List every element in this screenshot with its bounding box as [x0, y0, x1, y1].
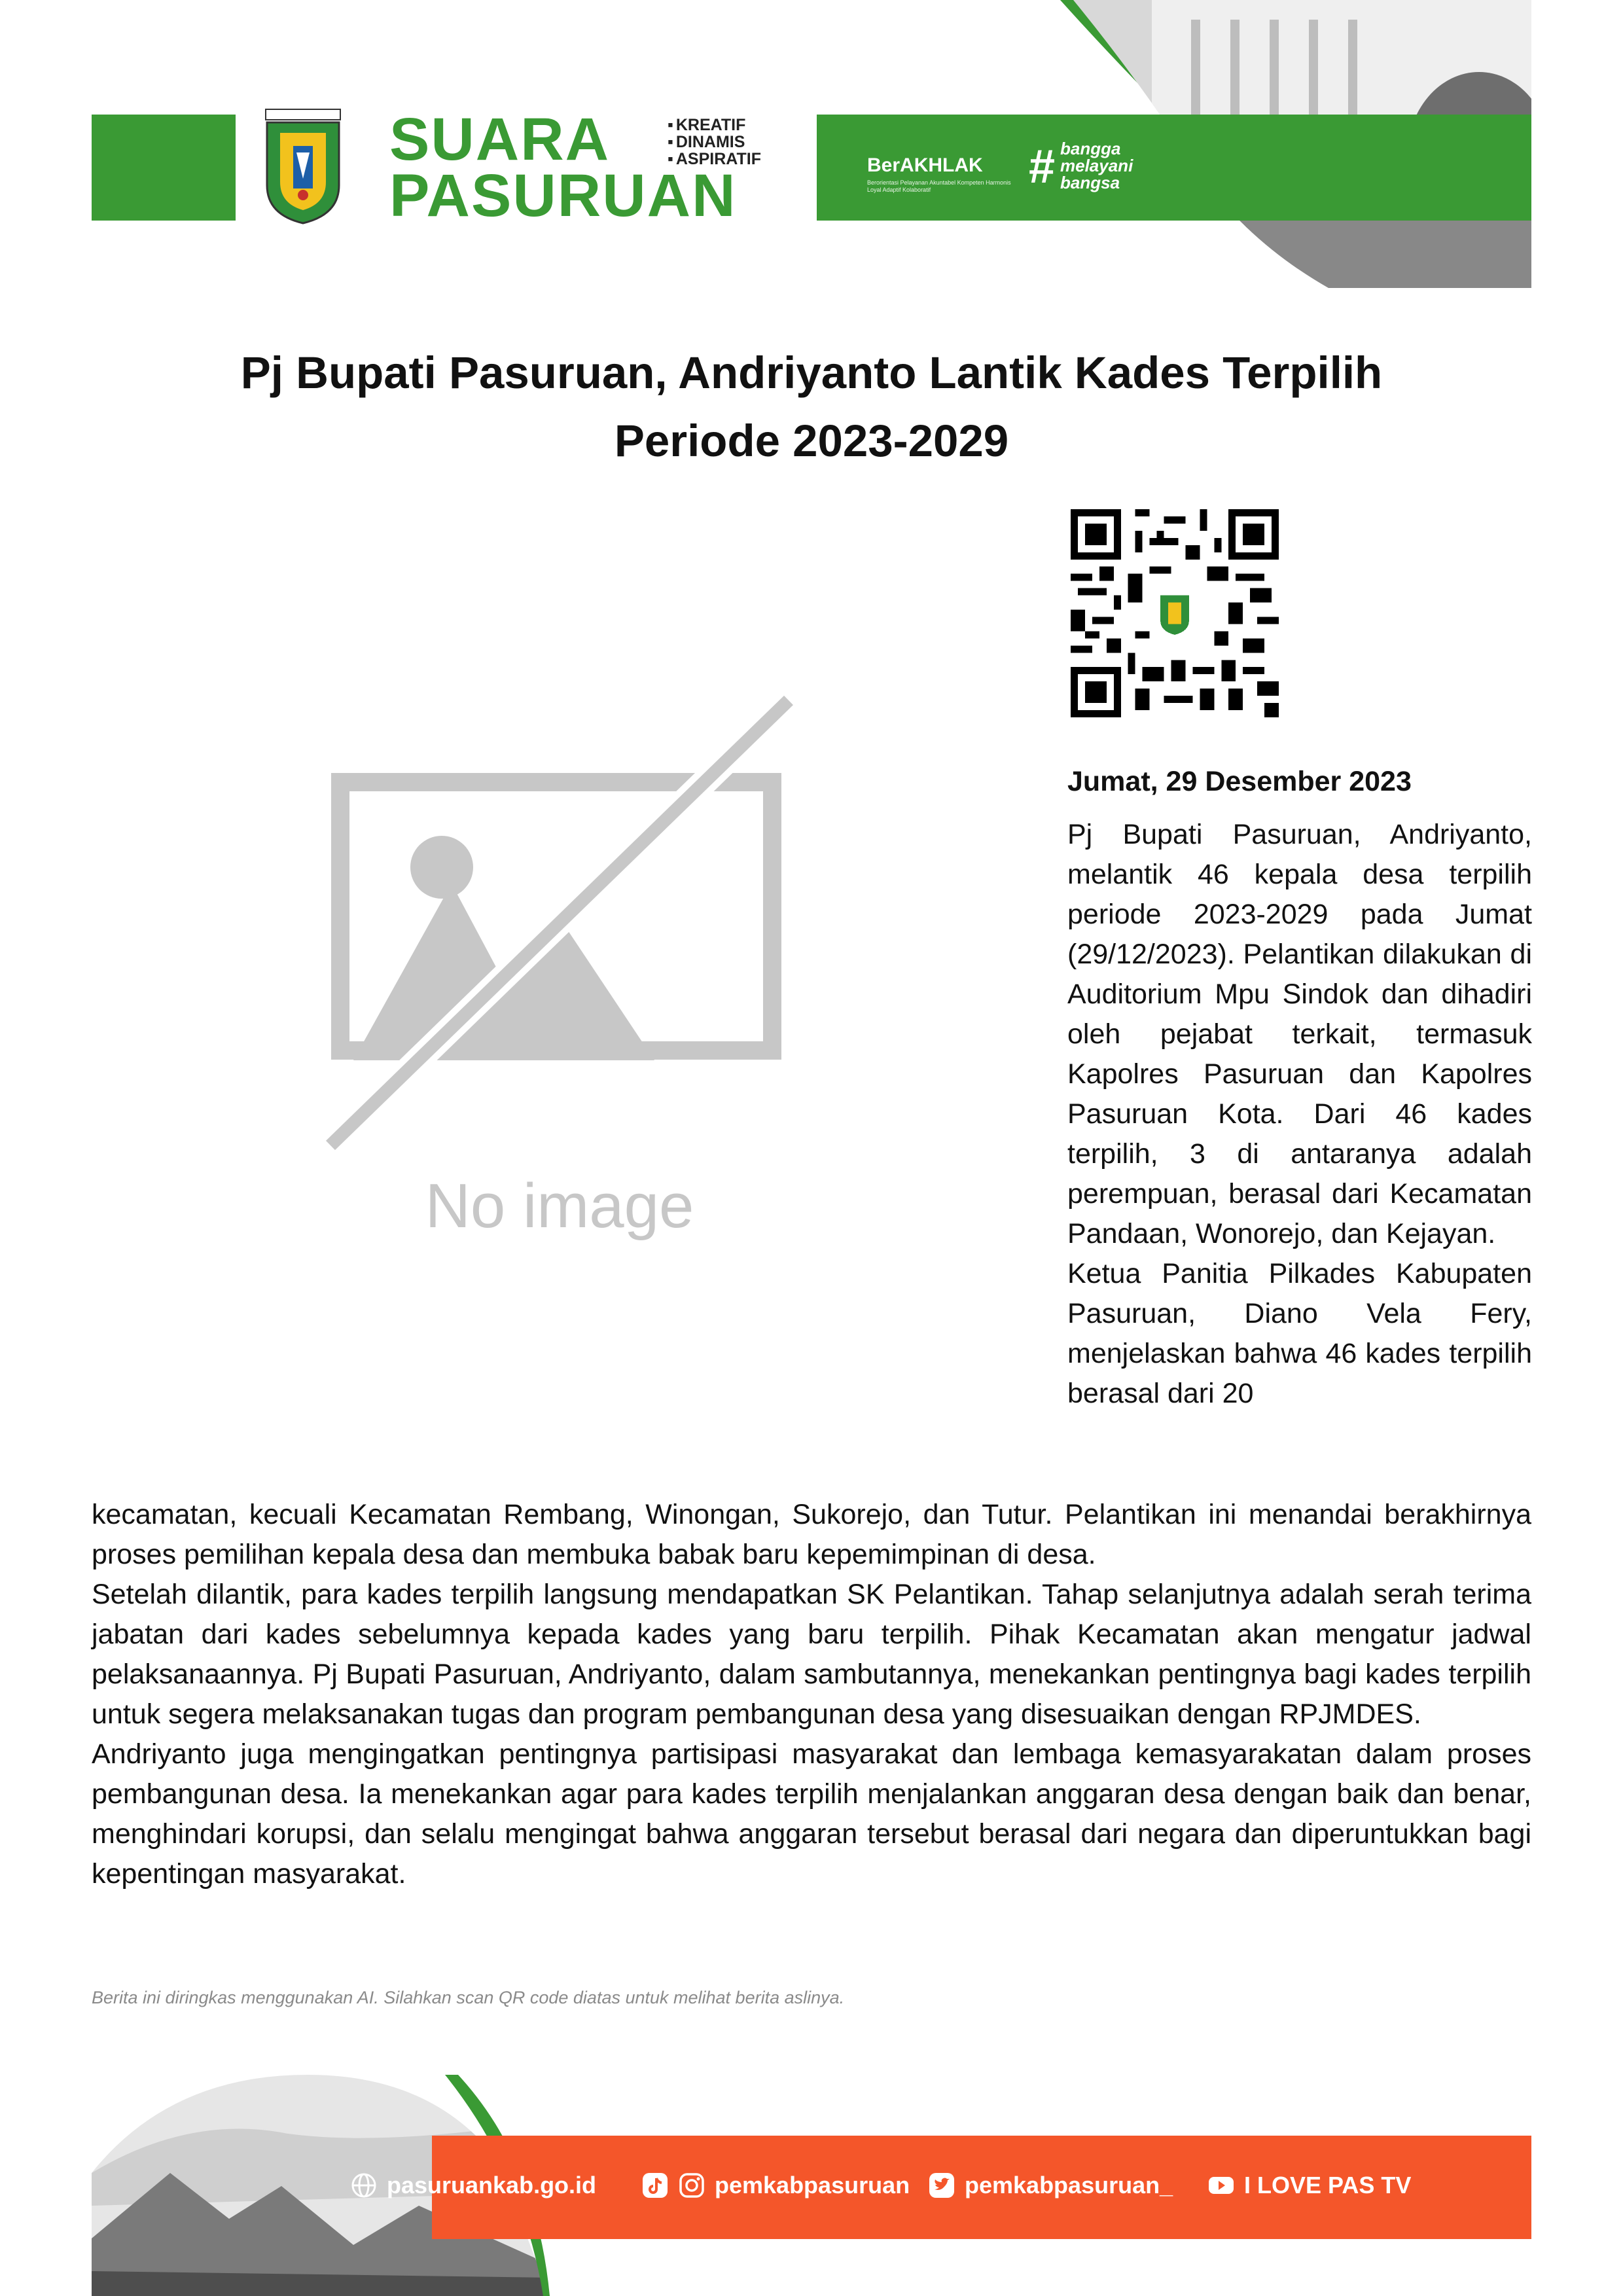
footer-tiktok-instagram-link[interactable] — [641, 2172, 910, 2199]
footer-youtube-link[interactable] — [1207, 2172, 1411, 2199]
brand-line-1: SUARA — [389, 106, 611, 173]
header-green-bar-left — [92, 115, 236, 221]
bangga-line: melayani — [1060, 156, 1133, 175]
article-body-column — [1067, 815, 1532, 1414]
twitter-icon — [928, 2172, 955, 2199]
berakhlak-logo: BerAKHLAK — [867, 154, 983, 176]
article-paragraph: Ketua Panitia Pilkades Kabupaten Pasuruan, Diano Vela Fery, menjelaskan bahwa 46 kades terpilih berasal dari 20 — [1067, 1258, 1532, 1409]
bangga-line: bangsa — [1060, 173, 1120, 192]
brand-line-2: PASURUAN — [389, 162, 737, 229]
tagline-item: ▪ KREATIF — [668, 117, 761, 134]
hashtag-icon: # — [1029, 141, 1056, 193]
youtube-icon — [1207, 2172, 1235, 2199]
footer-twitter-link[interactable] — [928, 2172, 1173, 2199]
footer-youtube-label: I LOVE PAS TV — [1244, 2172, 1412, 2198]
tagline-item: ▪ ASPIRATIF — [668, 151, 761, 168]
no-image-label: No image — [425, 1171, 694, 1241]
ai-summary-note: Berita ini diringkas menggunakan AI. Silahkan scan QR code diatas untuk melihat berita aslinya. — [92, 1988, 845, 2007]
berakhlak-subtitle: Berorientasi Pelayanan Akuntabel Kompeten Harmonis Loyal Adaptif Kolaboratif — [867, 179, 1011, 193]
bangga-melayani-bangsa-logo — [1060, 140, 1133, 191]
article-paragraph: Pj Bupati Pasuruan, Andriyanto, melantik 46 kepala desa terpilih periode 2023-2029 pada Jumat (29/12/2023). Pelantikan dilakukan di Auditorium Mpu Sindok dan dihadiri oleh pejabat terkait, termasuk Kapolres Pasuruan dan Kapolres Pasuruan Kota. Dari 46 kades terpilih, 3 di antaranya adalah perempuan, berasal dari Kecamatan Pandaan, Wonorejo, dan Kejayan. — [1067, 819, 1532, 1249]
article-paragraph: kecamatan, kecuali Kecamatan Rembang, Winongan, Sukorejo, dan Tutur. Pelantikan ini menandai berakhirnya proses pemilihan kepala desa dan membuka babak baru kepemimpinan di desa. — [92, 1499, 1531, 1570]
kabupaten-pasuruan-crest-icon — [260, 107, 346, 224]
article-title — [92, 339, 1531, 475]
tagline-item: ▪ DINAMIS — [668, 134, 761, 151]
footer-tiktok-instagram-label: pemkabpasuruan — [715, 2172, 910, 2198]
article-body-full — [92, 1495, 1531, 1894]
title-line-1: Pj Bupati Pasuruan, Andriyanto Lantik Kades Terpilih — [240, 348, 1383, 398]
footer-website-link[interactable] — [350, 2172, 596, 2199]
tiktok-icon — [641, 2172, 669, 2199]
footer-twitter-label: pemkabpasuruan_ — [965, 2172, 1173, 2198]
no-image-placeholder-icon — [301, 694, 812, 1257]
instagram-icon — [678, 2172, 705, 2199]
globe-icon — [350, 2172, 378, 2199]
qr-code-icon[interactable] — [1071, 509, 1279, 717]
title-line-2: Periode 2023-2029 — [614, 416, 1009, 466]
brand-tagline — [668, 117, 761, 168]
bangga-line: bangga — [1060, 139, 1121, 158]
article-paragraph: Setelah dilantik, para kades terpilih langsung mendapatkan SK Pelantikan. Tahap selanjutnya adalah serah terima jabatan dari kades sebelumnya kepada kades yang baru terpilih. Pihak Kecamatan akan mengatur jadwal pelaksanaannya. Pj Bupati Pasuruan, Andriyanto, dalam sambutannya, menekankan pentingnya bagi kades terpilih untuk segera melaksanakan tugas dan program pembangunan desa yang disesuaikan dengan RPJMDES. — [92, 1579, 1531, 1730]
article-paragraph: Andriyanto juga mengingatkan pentingnya partisipasi masyarakat dan lembaga kemasyarakatan dalam proses pembangunan desa. Ia menekankan agar para kades terpilih menjalankan anggaran desa dengan baik dan benar, menghindari korupsi, dan selalu mengingat bahwa anggaran tersebut berasal dari negara dan diperuntukkan bagi kepentingan masyarakat. — [92, 1738, 1531, 1890]
footer-website-label: pasuruankab.go.id — [387, 2172, 597, 2198]
article-date: Jumat, 29 Desember 2023 — [1067, 766, 1412, 797]
